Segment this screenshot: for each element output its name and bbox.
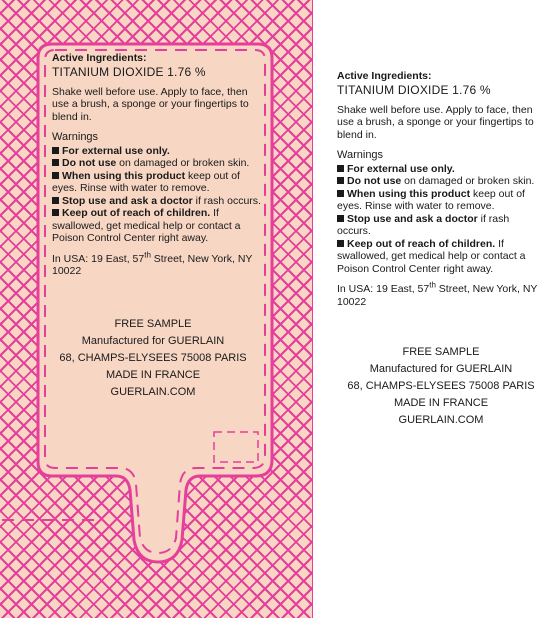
warning-bold: For external use only. <box>62 144 170 157</box>
warning-rest: keep out of eyes. Rinse with water to remove. <box>52 169 240 194</box>
address-suffix: Street, New York, NY 10022 <box>52 252 253 277</box>
warnings-title: Warnings <box>52 131 99 143</box>
warning-line <box>52 170 262 195</box>
manufactured-for-text: Manufactured for GUERLAIN <box>81 334 225 347</box>
warning-line <box>52 195 262 208</box>
directions-text: Shake well before use. Apply to face, then use a brush, a sponge or your fingertips to blend in. <box>337 103 534 141</box>
bullet-icon <box>52 159 59 166</box>
bullet-icon <box>52 147 59 154</box>
active-ingredients-heading: Active Ingredients: <box>337 70 432 82</box>
address-prefix: In USA: 19 East, 57 <box>52 252 145 265</box>
plain-label-copy <box>337 70 545 429</box>
warning-line <box>337 163 545 176</box>
warning-bold: For external use only. <box>347 162 455 175</box>
warning-bold: Stop use and ask a doctor <box>347 212 478 225</box>
warning-line <box>337 188 545 213</box>
warning-rest: if rash occurs. <box>192 194 261 207</box>
warning-bold: Keep out of reach of children. <box>347 237 496 250</box>
manufacturer-block <box>52 316 262 401</box>
warning-line <box>52 157 262 170</box>
warnings-title: Warnings <box>337 149 384 161</box>
address-sup: th <box>144 250 151 259</box>
warning-line <box>52 145 262 158</box>
warning-line <box>337 213 545 238</box>
active-ingredient: TITANIUM DIOXIDE 1.76 % <box>52 64 206 79</box>
website-text: GUERLAIN.COM <box>398 414 484 426</box>
made-in-text: MADE IN FRANCE <box>393 397 489 409</box>
warning-line <box>52 207 262 245</box>
us-address <box>52 250 262 278</box>
us-address <box>337 280 545 308</box>
bullet-icon <box>337 177 344 184</box>
warning-bold: Stop use and ask a doctor <box>62 194 193 207</box>
warning-bold: Keep out of reach of children. <box>62 207 211 219</box>
active-ingredient: TITANIUM DIOXIDE 1.76 % <box>337 82 491 97</box>
website-text: GUERLAIN.COM <box>110 385 196 398</box>
address-prefix: In USA: 19 East, 57 <box>337 283 430 295</box>
sachet-label-text <box>52 52 262 401</box>
warning-bold: When using this product <box>347 187 471 200</box>
bullet-icon <box>52 209 59 216</box>
warning-line <box>337 175 545 188</box>
bullet-icon <box>337 190 344 197</box>
manufacturer-block <box>337 344 545 429</box>
warning-line <box>337 238 545 276</box>
warning-rest: if rash occurs. <box>337 212 510 237</box>
address-suffix: Street, New York, NY 10022 <box>337 283 538 308</box>
warning-rest: If swallowed, get medical help or contact a Poison Control Center right away. <box>337 237 526 275</box>
warning-rest: If swallowed, get medical help or contact a Poison Control Center right away. <box>52 207 241 244</box>
directions-text: Shake well before use. Apply to face, then use a brush, a sponge or your fingertips to blend in. <box>52 85 249 123</box>
bullet-icon <box>52 172 59 179</box>
manufactured-for-text: Manufactured for GUERLAIN <box>369 363 513 375</box>
free-sample-text: FREE SAMPLE <box>402 346 480 358</box>
street-address-text: 68, CHAMPS-ELYSEES 75008 PARIS <box>59 351 247 364</box>
warning-bold: Do not use <box>62 157 117 169</box>
bullet-icon <box>337 215 344 222</box>
warning-bold: Do not use <box>347 175 402 187</box>
warning-rest: on damaged or broken skin. <box>401 175 535 187</box>
made-in-text: MADE IN FRANCE <box>105 368 201 381</box>
warning-rest: on damaged or broken skin. <box>116 157 250 169</box>
free-sample-text: FREE SAMPLE <box>114 317 192 330</box>
address-sup: th <box>429 280 436 290</box>
warning-rest: keep out of eyes. Rinse with water to remove. <box>337 187 525 212</box>
bullet-icon <box>52 197 59 204</box>
bullet-icon <box>337 165 344 172</box>
street-address-text: 68, CHAMPS-ELYSEES 75008 PARIS <box>347 380 535 392</box>
bullet-icon <box>337 240 344 247</box>
warning-bold: When using this product <box>62 169 186 182</box>
active-ingredients-heading: Active Ingredients: <box>52 52 147 64</box>
